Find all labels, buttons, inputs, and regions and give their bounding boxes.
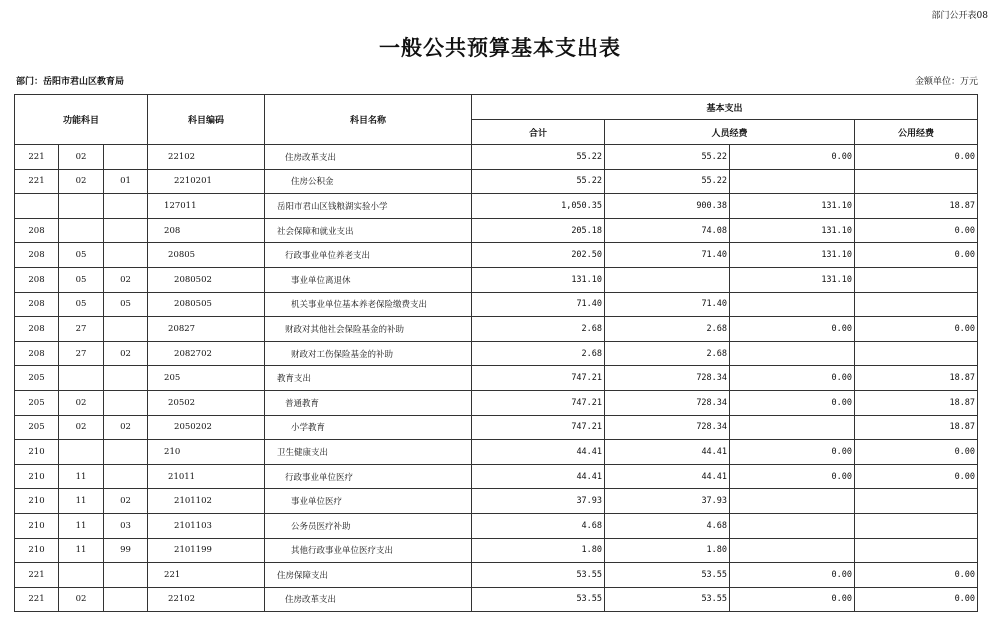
total-cell: 205.18 — [472, 218, 605, 243]
table-row — [15, 390, 978, 415]
table-row — [15, 563, 978, 588]
subject-code-cell: 20502 — [148, 390, 265, 415]
public-cell: 18.87 — [855, 194, 978, 219]
public-cell — [855, 489, 978, 514]
department-label: 部门：岳阳市君山区教育局 — [16, 77, 125, 87]
total-cell: 55.22 — [472, 169, 605, 194]
unit-label: 金额单位：万元 — [914, 77, 978, 87]
subject-name-cell: 行政事业单位养老支出 — [265, 243, 472, 268]
class-cell: 210 — [15, 440, 59, 465]
class-cell: 208 — [15, 341, 59, 366]
section-cell: 27 — [59, 341, 104, 366]
header-subject-code: 科目编码 — [148, 95, 265, 145]
table-row — [15, 145, 978, 170]
public-cell — [855, 513, 978, 538]
total-cell: 53.55 — [472, 563, 605, 588]
class-cell: 208 — [15, 292, 59, 317]
section-cell: 11 — [59, 489, 104, 514]
total-cell: 747.21 — [472, 390, 605, 415]
personnel-sub-cell: 0.00 — [730, 366, 855, 391]
subject-code-cell: 2082702 — [148, 341, 265, 366]
total-cell: 44.41 — [472, 464, 605, 489]
personnel-sub-cell: 131.10 — [730, 243, 855, 268]
total-cell: 202.50 — [472, 243, 605, 268]
item-cell: 02 — [104, 341, 148, 366]
table-row — [15, 341, 978, 366]
item-cell — [104, 145, 148, 170]
subject-name-cell: 岳阳市君山区钱粮湖实验小学 — [265, 194, 472, 219]
total-cell: 37.93 — [472, 489, 605, 514]
item-cell: 02 — [104, 415, 148, 440]
public-cell — [855, 267, 978, 292]
subject-name-cell: 普通教育 — [265, 390, 472, 415]
subject-name-cell: 行政事业单位医疗 — [265, 464, 472, 489]
personnel-sub-cell: 0.00 — [730, 440, 855, 465]
public-cell: 0.00 — [855, 587, 978, 612]
personnel-sub-cell — [730, 169, 855, 194]
public-cell — [855, 292, 978, 317]
item-cell: 05 — [104, 292, 148, 317]
item-cell: 02 — [104, 267, 148, 292]
section-cell — [59, 218, 104, 243]
personnel-sub-cell — [730, 538, 855, 563]
public-cell: 0.00 — [855, 440, 978, 465]
public-cell: 18.87 — [855, 390, 978, 415]
class-cell — [15, 194, 59, 219]
subject-code-cell: 221 — [148, 563, 265, 588]
personnel-sub-cell — [730, 415, 855, 440]
public-cell: 18.87 — [855, 415, 978, 440]
table-row — [15, 317, 978, 342]
subject-name-cell: 住房改革支出 — [265, 587, 472, 612]
subject-code-cell: 22102 — [148, 587, 265, 612]
personnel-cell: 44.41 — [605, 440, 730, 465]
subject-name-cell: 卫生健康支出 — [265, 440, 472, 465]
header-public: 公用经费 — [855, 120, 978, 145]
subject-name-cell: 住房公积金 — [265, 169, 472, 194]
personnel-sub-cell: 0.00 — [730, 464, 855, 489]
section-cell: 05 — [59, 292, 104, 317]
class-cell: 205 — [15, 415, 59, 440]
total-cell: 2.68 — [472, 341, 605, 366]
page-title: 一般公共预算基本支出表 — [379, 35, 621, 60]
subject-name-cell: 财政对工伤保险基金的补助 — [265, 341, 472, 366]
table-row — [15, 587, 978, 612]
section-cell: 27 — [59, 317, 104, 342]
section-cell — [59, 194, 104, 219]
subject-name-cell: 事业单位医疗 — [265, 489, 472, 514]
personnel-cell: 44.41 — [605, 464, 730, 489]
subject-code-cell: 127011 — [148, 194, 265, 219]
total-cell: 71.40 — [472, 292, 605, 317]
item-cell: 02 — [104, 489, 148, 514]
personnel-sub-cell: 131.10 — [730, 267, 855, 292]
budget-table — [14, 94, 978, 612]
personnel-cell: 55.22 — [605, 145, 730, 170]
public-cell: 0.00 — [855, 317, 978, 342]
table-row — [15, 513, 978, 538]
section-cell — [59, 563, 104, 588]
item-cell — [104, 563, 148, 588]
item-cell — [104, 587, 148, 612]
personnel-cell: 53.55 — [605, 563, 730, 588]
section-cell: 11 — [59, 538, 104, 563]
subject-name-cell: 财政对其他社会保险基金的补助 — [265, 317, 472, 342]
class-cell: 221 — [15, 563, 59, 588]
subject-name-cell: 机关事业单位基本养老保险缴费支出 — [265, 292, 472, 317]
table-row — [15, 440, 978, 465]
table-row — [15, 538, 978, 563]
class-cell: 208 — [15, 218, 59, 243]
subject-name-cell: 事业单位离退休 — [265, 267, 472, 292]
item-cell: 03 — [104, 513, 148, 538]
personnel-sub-cell: 131.10 — [730, 194, 855, 219]
personnel-cell: 728.34 — [605, 415, 730, 440]
total-cell: 2.68 — [472, 317, 605, 342]
personnel-sub-cell — [730, 513, 855, 538]
class-cell: 205 — [15, 366, 59, 391]
personnel-cell: 71.40 — [605, 243, 730, 268]
table-row — [15, 169, 978, 194]
personnel-cell: 53.55 — [605, 587, 730, 612]
subject-name-cell: 其他行政事业单位医疗支出 — [265, 538, 472, 563]
table-row — [15, 464, 978, 489]
class-cell: 210 — [15, 513, 59, 538]
class-cell: 221 — [15, 169, 59, 194]
section-cell — [59, 440, 104, 465]
subject-name-cell: 住房改革支出 — [265, 145, 472, 170]
total-cell: 44.41 — [472, 440, 605, 465]
subject-code-cell: 210 — [148, 440, 265, 465]
subject-name-cell: 公务员医疗补助 — [265, 513, 472, 538]
table-row — [15, 292, 978, 317]
header-function-subject: 功能科目 — [15, 95, 148, 145]
item-cell — [104, 218, 148, 243]
header-basic-expense: 基本支出 — [472, 95, 978, 120]
subject-name-cell: 教育支出 — [265, 366, 472, 391]
personnel-cell: 1.80 — [605, 538, 730, 563]
table-row — [15, 366, 978, 391]
section-cell: 02 — [59, 390, 104, 415]
item-cell — [104, 317, 148, 342]
subject-code-cell: 21011 — [148, 464, 265, 489]
section-cell: 11 — [59, 513, 104, 538]
class-cell: 205 — [15, 390, 59, 415]
total-cell: 747.21 — [472, 366, 605, 391]
personnel-sub-cell: 0.00 — [730, 563, 855, 588]
personnel-sub-cell — [730, 489, 855, 514]
subject-code-cell: 22102 — [148, 145, 265, 170]
header-total: 合计 — [472, 120, 605, 145]
subject-code-cell: 20827 — [148, 317, 265, 342]
section-cell: 02 — [59, 415, 104, 440]
personnel-sub-cell: 131.10 — [730, 218, 855, 243]
table-row — [15, 267, 978, 292]
section-cell: 05 — [59, 243, 104, 268]
section-cell: 02 — [59, 169, 104, 194]
personnel-cell: 728.34 — [605, 366, 730, 391]
class-cell: 208 — [15, 243, 59, 268]
personnel-cell: 4.68 — [605, 513, 730, 538]
section-cell — [59, 366, 104, 391]
table-body — [15, 145, 978, 612]
public-cell: 0.00 — [855, 464, 978, 489]
subject-code-cell: 2080505 — [148, 292, 265, 317]
section-cell: 02 — [59, 587, 104, 612]
personnel-cell: 900.38 — [605, 194, 730, 219]
subject-name-cell: 社会保障和就业支出 — [265, 218, 472, 243]
public-cell: 0.00 — [855, 243, 978, 268]
personnel-cell: 71.40 — [605, 292, 730, 317]
personnel-sub-cell — [730, 292, 855, 317]
class-cell: 221 — [15, 587, 59, 612]
personnel-cell: 74.08 — [605, 218, 730, 243]
class-cell: 210 — [15, 489, 59, 514]
item-cell: 01 — [104, 169, 148, 194]
total-cell: 4.68 — [472, 513, 605, 538]
personnel-sub-cell: 0.00 — [730, 317, 855, 342]
public-cell: 0.00 — [855, 145, 978, 170]
section-cell: 05 — [59, 267, 104, 292]
personnel-cell: 55.22 — [605, 169, 730, 194]
item-cell — [104, 243, 148, 268]
subject-code-cell: 2101103 — [148, 513, 265, 538]
subject-code-cell: 205 — [148, 366, 265, 391]
subject-code-cell: 2101102 — [148, 489, 265, 514]
subject-name-cell: 住房保障支出 — [265, 563, 472, 588]
public-cell — [855, 341, 978, 366]
personnel-cell: 728.34 — [605, 390, 730, 415]
subject-name-cell: 小学教育 — [265, 415, 472, 440]
section-cell: 02 — [59, 145, 104, 170]
total-cell: 1.80 — [472, 538, 605, 563]
subject-code-cell: 2210201 — [148, 169, 265, 194]
table-row — [15, 415, 978, 440]
public-cell: 0.00 — [855, 218, 978, 243]
section-cell: 11 — [59, 464, 104, 489]
table-row — [15, 194, 978, 219]
total-cell: 747.21 — [472, 415, 605, 440]
class-cell: 221 — [15, 145, 59, 170]
public-cell — [855, 169, 978, 194]
table-row — [15, 243, 978, 268]
personnel-cell: 2.68 — [605, 341, 730, 366]
class-cell: 208 — [15, 317, 59, 342]
public-cell: 18.87 — [855, 366, 978, 391]
personnel-sub-cell: 0.00 — [730, 587, 855, 612]
personnel-sub-cell — [730, 341, 855, 366]
public-cell — [855, 538, 978, 563]
public-cell: 0.00 — [855, 563, 978, 588]
subject-code-cell: 2050202 — [148, 415, 265, 440]
subject-code-cell: 20805 — [148, 243, 265, 268]
subject-code-cell: 2080502 — [148, 267, 265, 292]
item-cell — [104, 464, 148, 489]
table-row — [15, 489, 978, 514]
item-cell — [104, 390, 148, 415]
total-cell: 1,050.35 — [472, 194, 605, 219]
item-cell — [104, 366, 148, 391]
class-cell: 208 — [15, 267, 59, 292]
personnel-cell — [605, 267, 730, 292]
total-cell: 131.10 — [472, 267, 605, 292]
personnel-sub-cell: 0.00 — [730, 390, 855, 415]
personnel-cell: 2.68 — [605, 317, 730, 342]
personnel-sub-cell: 0.00 — [730, 145, 855, 170]
header-personnel: 人员经费 — [605, 120, 855, 145]
item-cell — [104, 194, 148, 219]
table-row — [15, 218, 978, 243]
item-cell — [104, 440, 148, 465]
item-cell: 99 — [104, 538, 148, 563]
subject-code-cell: 2101199 — [148, 538, 265, 563]
total-cell: 55.22 — [472, 145, 605, 170]
class-cell: 210 — [15, 464, 59, 489]
total-cell: 53.55 — [472, 587, 605, 612]
subject-code-cell: 208 — [148, 218, 265, 243]
header-subject-name: 科目名称 — [265, 95, 472, 145]
personnel-cell: 37.93 — [605, 489, 730, 514]
class-cell: 210 — [15, 538, 59, 563]
report-number: 部门公开表08 — [931, 11, 988, 21]
